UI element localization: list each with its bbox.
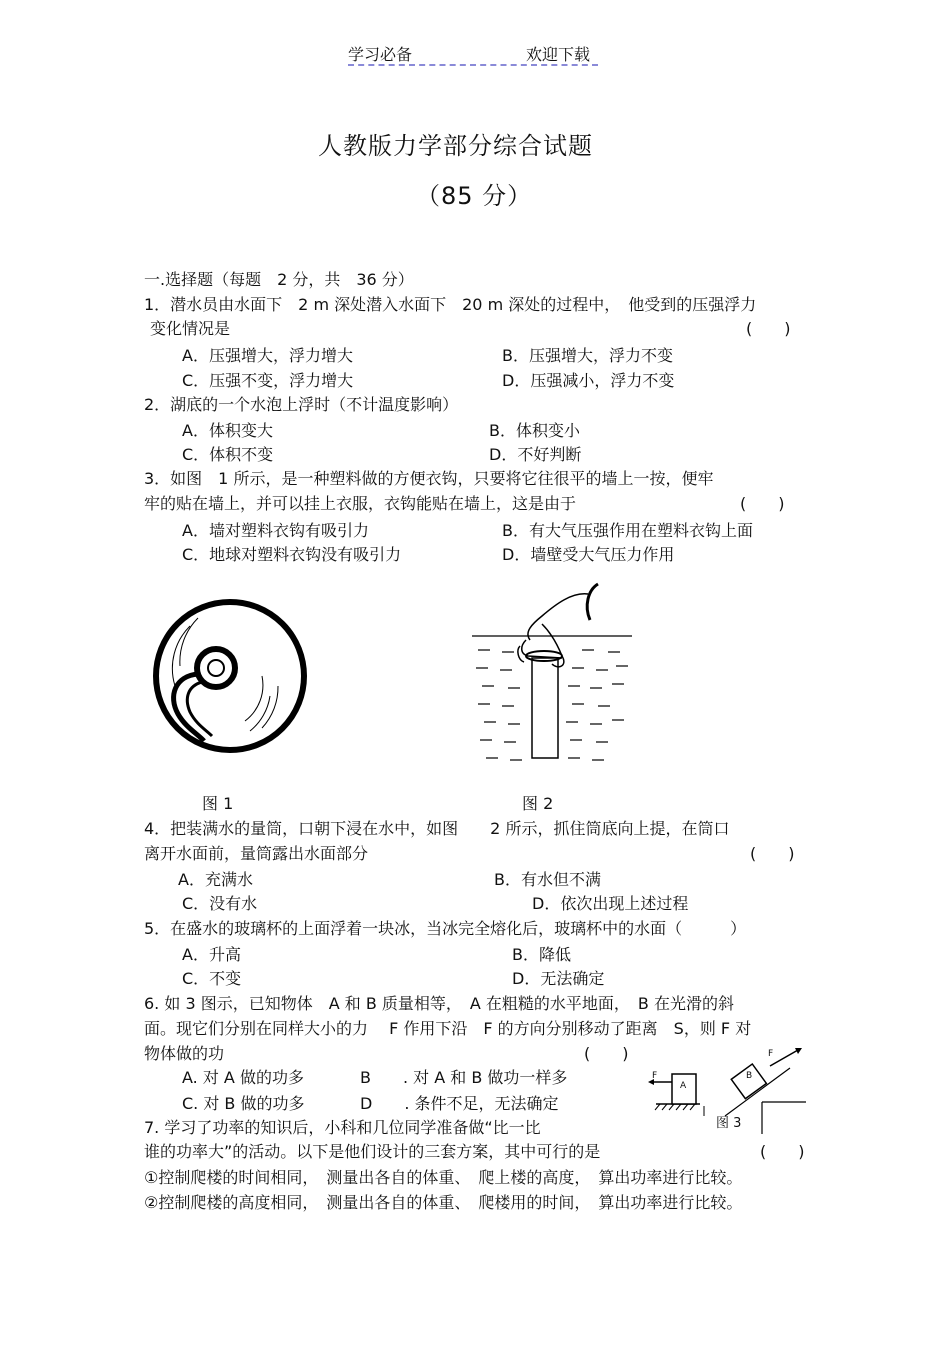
q5-option-b: B．降低 <box>512 945 571 964</box>
q1-option-d: D．压强减小，浮力不变 <box>502 371 675 390</box>
figure-3-caption: 图 3 <box>716 1116 742 1131</box>
q1-option-b: B．压强增大，浮力不变 <box>502 346 673 365</box>
q4-stem-line2: 离开水面前，量筒露出水面部分 <box>144 844 369 863</box>
header-left: 学习必备 <box>348 45 413 64</box>
q7-stem-line1: 7. 学习了功率的知识后，小科和几位同学准备做“比一比 <box>144 1118 541 1137</box>
q1-stem-line1: 1．潜水员由水面下 2 m 深处潜入水面下 20 m 深处的过程中， 他受到的压强浮力 <box>144 295 757 314</box>
figure-3-label-a: A <box>680 1081 687 1091</box>
q6-option-c: C. 对 B 做的功多 <box>182 1094 305 1113</box>
q3-stem-line2: 牢的贴在墙上，并可以挂上衣服，衣钩能贴在墙上，这是由于 <box>144 494 577 513</box>
q1-option-a: A．压强增大，浮力增大 <box>182 346 353 365</box>
q6-option-d: D . 条件不足，无法确定 <box>360 1094 559 1113</box>
q2-option-c: C．体积不变 <box>182 445 274 464</box>
q4-option-d: D．依次出现上述过程 <box>532 894 689 913</box>
q6-stem-line1: 6. 如 3 图示，已知物体 A 和 B 质量相等， A 在粗糙的水平地面， B 在光滑的斜 <box>144 994 734 1013</box>
q6-stem-line2: 面。现它们分别在同样大小的力 F 作用下沿 F 的方向分别移动了距离 S，则 F 对 <box>144 1019 752 1038</box>
q1-stem-line2: 变化情况是 <box>150 319 231 338</box>
q3-answer-paren: ( ) <box>740 494 785 513</box>
q7-option-1: ①控制爬楼的时间相同， 测量出各自的体重、 爬上楼的高度， 算出功率进行比较。 <box>144 1168 743 1187</box>
figure-1-caption: 图 1 <box>202 794 234 813</box>
header-right: 欢迎下载 <box>526 45 591 64</box>
q4-option-a: A．充满水 <box>178 870 253 889</box>
q7-stem-line2: 谁的功率大”的活动。以下是他们设计的三套方案，其中可行的是 <box>144 1142 601 1161</box>
section-heading: 一.选择题（每题 2 分，共 36 分） <box>144 270 414 289</box>
figure-1-suction-hook <box>150 596 310 756</box>
q7-answer-paren: ( ) <box>760 1142 805 1161</box>
q5-option-a: A．升高 <box>182 945 241 964</box>
q6-stem-line3: 物体做的功 <box>144 1044 225 1063</box>
q5-option-c: C．不变 <box>182 969 242 988</box>
q5-option-d: D．无法确定 <box>512 969 605 988</box>
figure-3-label-b: B <box>746 1071 753 1081</box>
q5-stem: 5．在盛水的玻璃杯的上面浮着一块冰，当冰完全熔化后，玻璃杯中的水面（ ） <box>144 919 747 938</box>
page-title: 人教版力学部分综合试题 <box>318 132 593 160</box>
q3-option-c: C．地球对塑料衣钩没有吸引力 <box>182 545 402 564</box>
figure-3-label-f2: F <box>768 1049 774 1059</box>
q4-answer-paren: ( ) <box>750 844 795 863</box>
q1-answer-paren: ( ) <box>746 319 791 338</box>
q2-option-d: D．不好判断 <box>489 445 582 464</box>
q3-option-d: D．墙壁受大气压力作用 <box>502 545 675 564</box>
q7-option-2: ②控制爬楼的高度相同， 测量出各自的体重、 爬楼用的时间， 算出功率进行比较。 <box>144 1193 743 1212</box>
q2-option-a: A．体积变大 <box>182 421 273 440</box>
figure-3-label-f1: F <box>652 1071 658 1081</box>
header-divider <box>348 64 598 66</box>
figure-2-cylinder-in-water <box>472 580 632 770</box>
q2-stem: 2．湖底的一个水泡上浮时（不计温度影响） <box>144 395 459 414</box>
q4-stem-line1: 4．把装满水的量筒，口朝下浸在水中，如图 2 所示，抓住筒底向上提，在筒口 <box>144 819 730 838</box>
figure-2-caption: 图 2 <box>522 794 554 813</box>
q3-option-b: B．有大气压强作用在塑料衣钩上面 <box>502 521 753 540</box>
q3-option-a: A．墙对塑料衣钩有吸引力 <box>182 521 369 540</box>
q2-option-b: B．体积变小 <box>489 421 580 440</box>
q4-option-b: B．有水但不满 <box>494 870 601 889</box>
q4-option-c: C．没有水 <box>182 894 258 913</box>
q3-stem-line1: 3．如图 1 所示，是一种塑料做的方便衣钩，只要将它往很平的墙上一按，便牢 <box>144 469 714 488</box>
page-subtitle: （85 分） <box>416 182 533 210</box>
q6-option-b: B . 对 A 和 B 做功一样多 <box>360 1068 568 1087</box>
q6-option-a: A. 对 A 做的功多 <box>182 1068 304 1087</box>
q6-answer-paren: ( ) <box>584 1044 629 1063</box>
q1-option-c: C．压强不变，浮力增大 <box>182 371 354 390</box>
